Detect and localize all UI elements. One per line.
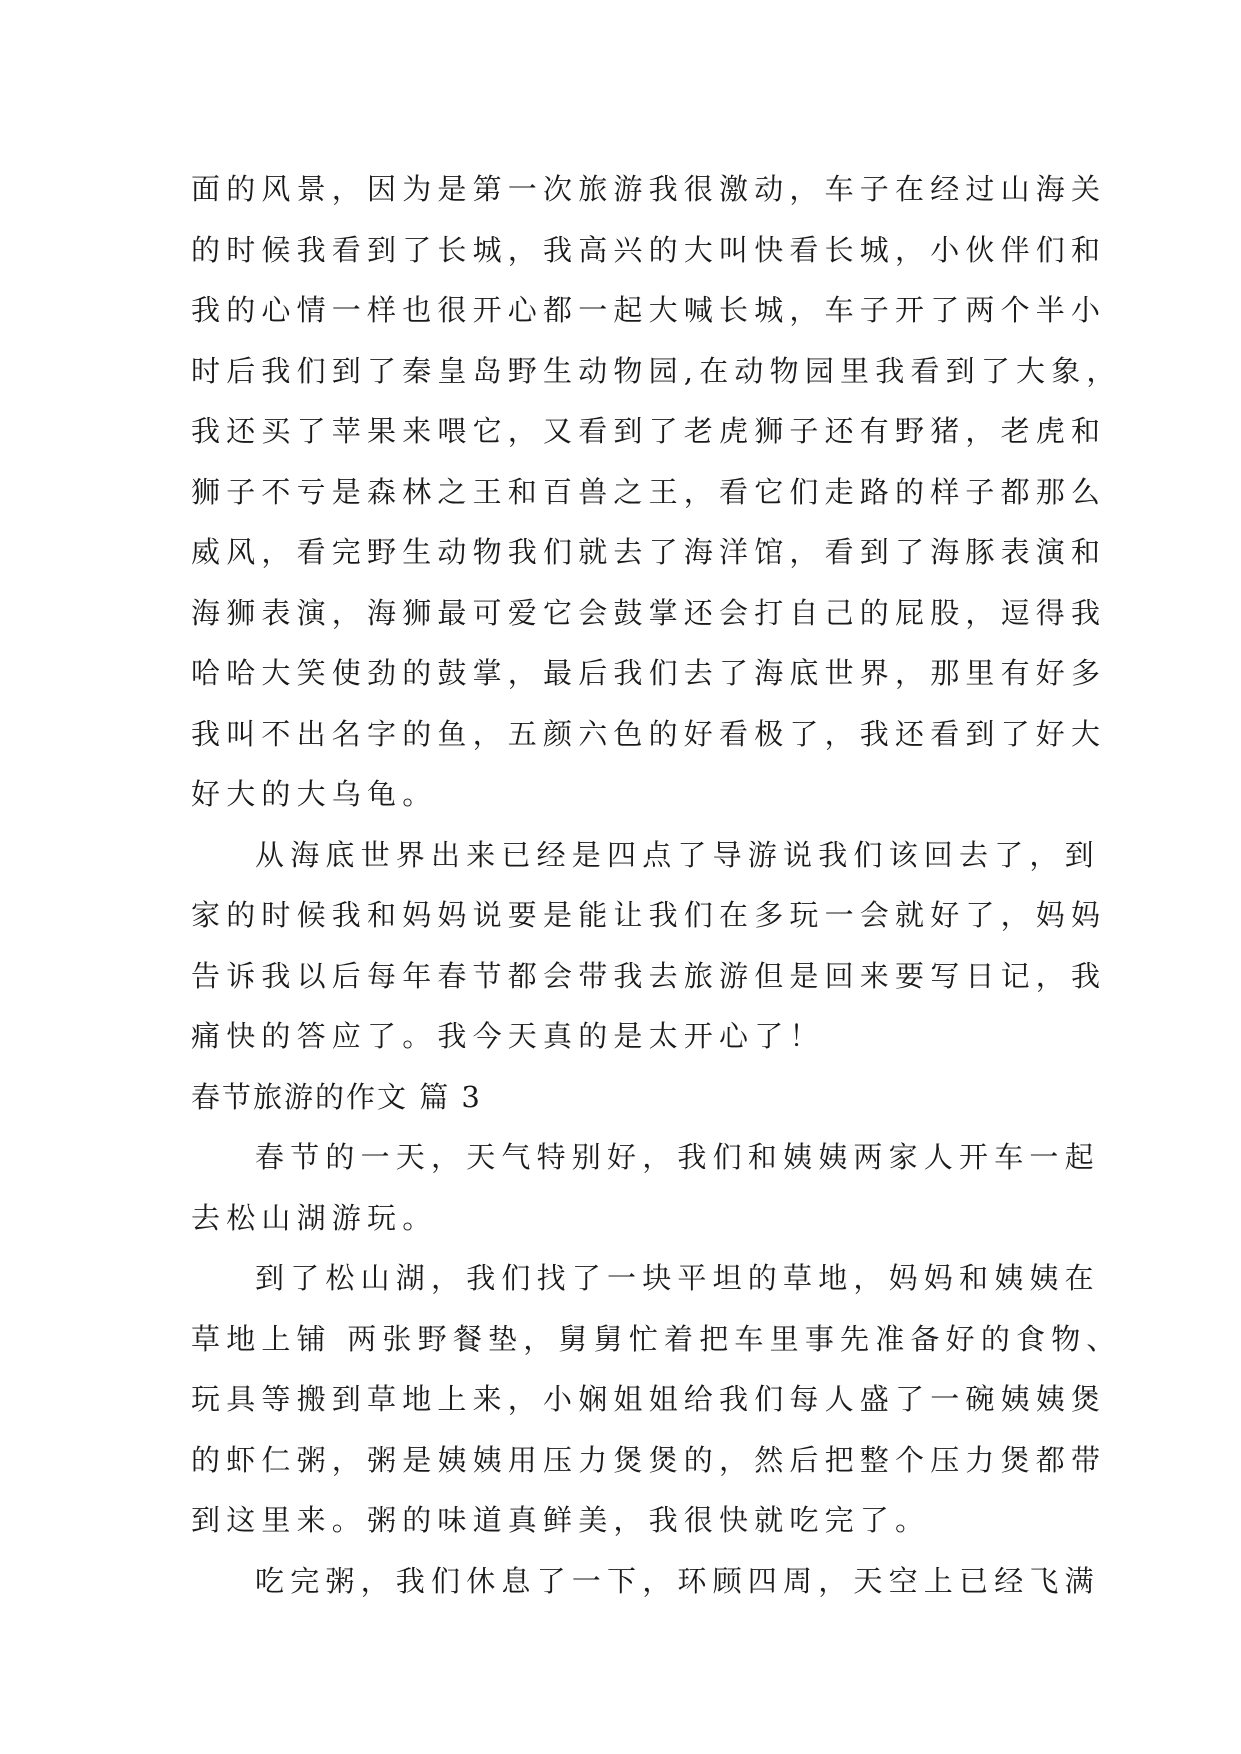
text-line: 我的心情一样也很开心都一起大喊长城，车子开了两个半小 [191,293,1107,327]
text-line: 家的时候我和妈妈说要是能让我们在多玩一会就好了，妈妈 [191,898,1107,932]
paragraph-start-line: 春节的一天，天气特别好，我们和姨姨两家人开车一起 [255,1140,1100,1174]
text-line: 草地上铺 两张野餐垫，舅舅忙着把车里事先准备好的食物、 [191,1321,1122,1356]
text-line: 到这里来。粥的味道真鲜美，我很快就吃完了。 [191,1503,931,1537]
text-line: 狮子不亏是森林之王和百兽之王，看它们走路的样子都那么 [191,474,1107,509]
text-line: 哈哈大笑使劲的鼓掌，最后我们去了海底世界，那里有好多 [191,656,1107,690]
document-body [191,159,1122,1611]
paragraph-start-line: 从海底世界出来已经是四点了导游说我们该回去了，到 [255,837,1100,872]
text-line: 的时候我看到了长城，我高兴的大叫快看长城，小伙伴们和 [191,232,1107,267]
text-line: 我还买了苹果来喂它，又看到了老虎狮子还有野猪，老虎和 [191,414,1107,448]
text-line: 我叫不出名字的鱼，五颜六色的好看极了，我还看到了好大 [191,716,1107,751]
text-line: 的虾仁粥，粥是姨姨用压力煲煲的，然后把整个压力煲都带 [191,1442,1107,1477]
text-line: 痛快的答应了。我今天真的是太开心了！ [191,1019,825,1053]
text-line: 玩具等搬到草地上来，小娴姐姐给我们每人盛了一碗姨姨煲 [191,1382,1107,1416]
paragraph-start-line: 吃完粥，我们休息了一下，环顾四周，天空上已经飞满 [255,1563,1100,1598]
text-line: 告诉我以后每年春节都会带我去旅游但是回来要写日记，我 [191,958,1107,993]
text-line: 时后我们到了秦皇岛野生动物园,在动物园里我看到了大象， [191,353,1122,388]
section-heading: 春节旅游的作文 篇 3 [191,1079,482,1114]
text-line: 威风，看完野生动物我们就去了海洋馆，看到了海豚表演和 [191,535,1107,569]
text-line: 去松山湖游玩。 [191,1200,438,1235]
text-line: 海狮表演，海狮最可爱它会鼓掌还会打自己的屁股，逗得我 [191,595,1107,630]
paragraph-start-line: 到了松山湖，我们找了一块平坦的草地，妈妈和姨姨在 [255,1261,1100,1295]
text-line: 面的风景，因为是第一次旅游我很激动，车子在经过山海关 [191,172,1107,206]
text-line: 好大的大乌龟。 [191,777,438,811]
